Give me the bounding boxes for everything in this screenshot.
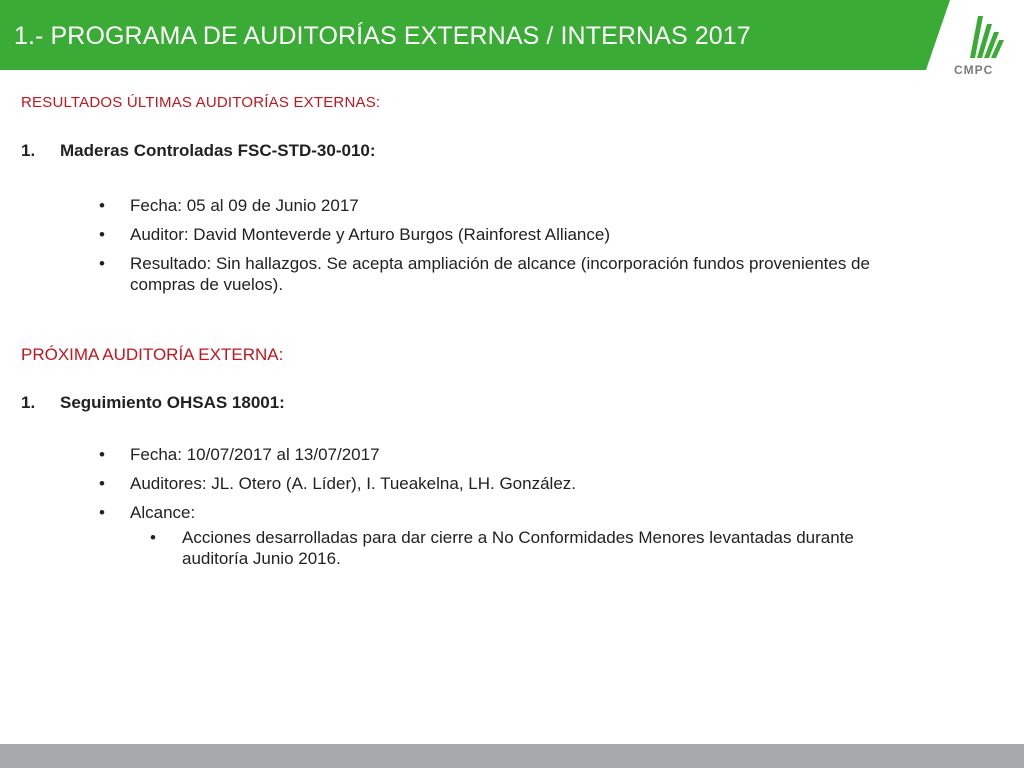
list-item <box>99 444 899 465</box>
list-item <box>99 195 899 216</box>
sub-bullet-text: Acciones desarrolladas para dar cierre a No Conformidades Menores levantadas durante auditoría Junio 2016. <box>182 528 854 568</box>
bullet-icon: • <box>99 474 105 493</box>
header-bar <box>0 0 1024 70</box>
footer-bar <box>0 744 1024 768</box>
bullet-text: Auditor: David Monteverde y Arturo Burgos (Rainforest Alliance) <box>130 225 611 244</box>
bullet-icon: • <box>99 225 105 244</box>
bullet-text: Auditores: JL. Otero (A. Líder), I. Tueakelna, LH. González. <box>130 474 576 493</box>
list-item <box>99 502 899 569</box>
bullet-icon: • <box>99 254 105 273</box>
bullet-icon: • <box>99 196 105 215</box>
logo-text: CMPC <box>954 63 994 77</box>
sub-bullets <box>150 527 899 569</box>
bullet-text: Resultado: Sin hallazgos. Se acepta ampliación de alcance (incorporación fundos provenientes de compras de vuelos). <box>130 254 870 294</box>
list-item <box>99 253 899 295</box>
next-audit-item <box>21 393 285 413</box>
page-title: 1.- PROGRAMA DE AUDITORÍAS EXTERNAS / INTERNAS 2017 <box>14 22 751 50</box>
last-audit-bullets <box>99 195 899 303</box>
bullet-icon: • <box>99 445 105 464</box>
bullet-text: Fecha: 10/07/2017 al 13/07/2017 <box>130 445 380 464</box>
bullet-text: Fecha: 05 al 09 de Junio 2017 <box>130 196 359 215</box>
item-title: Seguimiento OHSAS 18001: <box>60 393 285 412</box>
item-number: 1. <box>21 393 36 412</box>
bullet-text: Alcance: <box>130 503 196 522</box>
bullet-icon: • <box>150 528 156 547</box>
next-audit-heading: PRÓXIMA AUDITORÍA EXTERNA: <box>21 345 284 364</box>
item-title: Maderas Controladas FSC-STD-30-010: <box>60 141 376 160</box>
sub-list-item <box>150 527 899 569</box>
list-item <box>99 473 899 494</box>
item-number: 1. <box>21 141 36 160</box>
bullet-icon: • <box>99 503 105 522</box>
last-audits-heading: RESULTADOS ÚLTIMAS AUDITORÍAS EXTERNAS: <box>21 94 381 111</box>
list-item <box>99 224 899 245</box>
last-audit-item <box>21 141 376 161</box>
next-audit-bullets <box>99 444 899 577</box>
